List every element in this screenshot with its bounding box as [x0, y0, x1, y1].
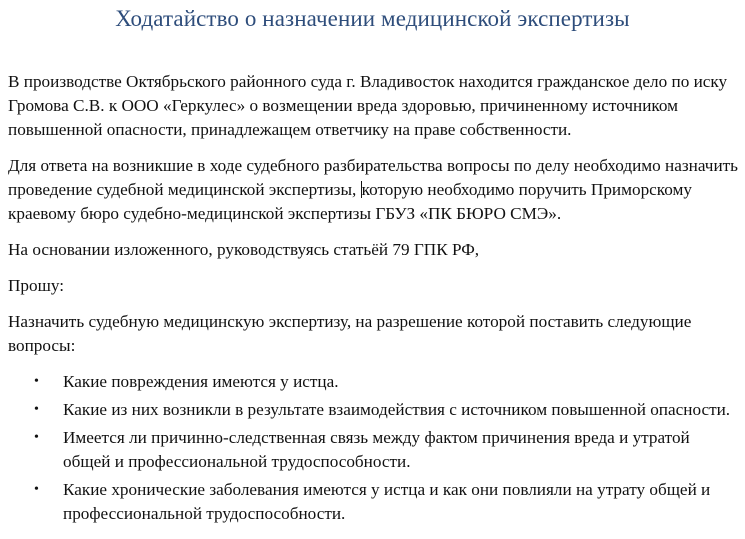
paragraph-expertise-need — [8, 154, 740, 226]
question-text: Имеется ли причинно-следственная связь между фактом причинения вреда и утратой общей и профессиональной трудоспособности. — [63, 428, 690, 471]
paragraph-case-intro: В производстве Октябрьского районного суда г. Владивосток находится гражданское дело по иску Громова С.В. к ООО «Геркулес» о возмещении вреда здоровью, причиненному источником повышенной опасности, принадлежащем ответчику на праве собственности. — [8, 72, 728, 139]
bullet-icon: • — [34, 482, 39, 497]
paragraph-expertise-need-part2: которую необходимо поручить Приморскому краевому бюро судебно-медицинской экспертизы ГБУЗ «ПК БЮРО СМЭ». — [8, 180, 693, 223]
list-item — [8, 478, 740, 526]
bullet-icon: • — [34, 374, 39, 389]
paragraph-request-body: Назначить судебную медицинскую экспертизу, на разрешение которой поставить следующие вопросы: — [8, 312, 692, 355]
question-text: Какие повреждения имеются у истца. — [63, 372, 339, 391]
paragraph-expertise-need-part1: Для ответа на возникшие в ходе судебного разбирательства вопросы по делу необходимо назначить проведение судебной медицинской экспертизы, — [8, 156, 738, 199]
list-item — [8, 370, 740, 394]
document-title: Ходатайство о назначении медицинской экспертизы — [115, 6, 630, 31]
bullet-icon: • — [34, 430, 39, 445]
list-item — [8, 398, 740, 422]
list-item — [8, 426, 740, 474]
bullet-icon: • — [34, 402, 39, 417]
paragraph-request-header: Прошу: — [8, 276, 64, 295]
questions-list — [8, 370, 740, 526]
paragraph-legal-basis: На основании изложенного, руководствуясь статьёй 79 ГПК РФ, — [8, 240, 480, 259]
question-text: Какие хронические заболевания имеются у истца и как они повлияли на утрату общей и профессиональной трудоспособности. — [63, 480, 711, 523]
question-text: Какие из них возникли в результате взаимодействия с источником повышенной опасности. — [63, 400, 731, 419]
document-body[interactable] — [8, 70, 740, 530]
